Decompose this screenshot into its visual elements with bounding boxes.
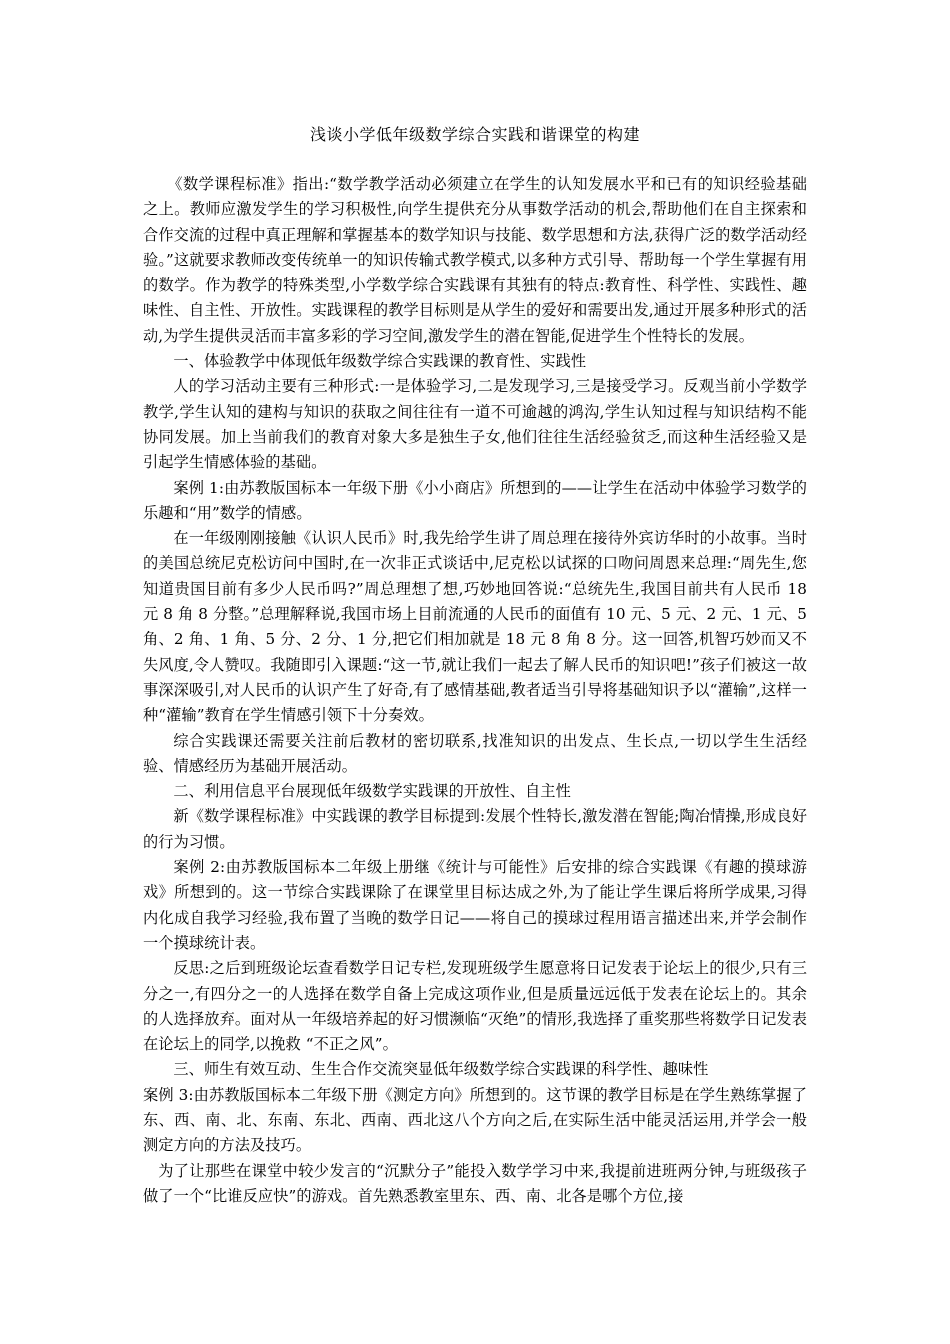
case-3: 案例 3:由苏教版国标本二年级下册《测定方向》所想到的。这节课的教学目标是在学生熟练掌握了东、西、南、北、东南、东北、西南、西北这八个方向之后,在实际生活中能灵活运用,并学会一般测定方向的方法及技巧。 bbox=[143, 1085, 807, 1155]
case-2: 案例 2:由苏教版国标本二年级上册继《统计与可能性》后安排的综合实践课《有趣的摸球游戏》所想到的。这一节综合实践课除了在课堂里目标达成之外,为了能让学生课后将所学成果,习得内化成自我学习经验,我布置了当晚的数学日记——将自己的摸球过程用语言描述出来,并学会制作一个摸球统计表。 bbox=[143, 858, 807, 952]
paragraph-intro: 《数学课程标准》指出:“数学教学活动必须建立在学生的认知发展水平和已有的知识经验基础之上。教师应激发学生的学习积极性,向学生提供充分从事数学活动的机会,帮助他们在自主探索和合作交流的过程中真正理解和掌握基本的数学知识与技能、数学思想和方法,获得广泛的数学活动经验。”这就要求教师改变传统单一的知识传输式教学模式,以多种方式引导、帮助每一个学生掌握有用的数学。作为教学的特殊类型,小学数学综合实践课有其独有的特点:教育性、科学性、实践性、趣味性、自主性、开放性。实践课程的教学目标则是从学生的爱好和需要出发,通过开展多种形式的活动,为学生提供灵活而丰富多彩的学习空间,激发学生的潜在智能,促进学生个性特长的发展。 bbox=[143, 175, 807, 345]
paragraph: 综合实践课还需要关注前后教材的密切联系,找准知识的出发点、生长点,一切以学生生活经验、情感经历为基础开展活动。 bbox=[143, 731, 807, 775]
paragraph: 在一年级刚刚接触《认识人民币》时,我先给学生讲了周总理在接待外宾访华时的小故事。当时的美国总统尼克松访问中国时,在一次非正式谈话中,尼克松以试探的口吻问周恩来总理:“周先生,您知道贵国目前有多少人民币吗?”周总理想了想,巧妙地回答说:“总统先生,我国目前共有人民币 18 元 8 角 8 分整。”总理解释说,我国市场上目前流通的人民币的面值有 10 元、5 元、2 元、1 元、5 角、2 角、1 角、5 分、2 分、1 分,把它们相加就是 18 元 8 角 8 分。这一回答,机智巧妙而又不失风度,令人赞叹。我随即引入课题:“这一节,就让我们一起去了解人民币的知识吧!”孩子们被这一故事深深吸引,对人民币的认识产生了好奇,有了感情基础,教者适当引导将基础知识予以“灌输”,这样一种“灌输”教育在学生情感引领下十分奏效。 bbox=[143, 529, 807, 725]
paragraph: 新《数学课程标准》中实践课的教学目标提到:发展个性特长,激发潜在智能;陶冶情操,形成良好的行为习惯。 bbox=[143, 807, 807, 851]
case-1: 案例 1:由苏教版国标本一年级下册《小小商店》所想到的——让学生在活动中体验学习数学的乐趣和“用”数学的情感。 bbox=[143, 478, 807, 522]
section-heading-2: 二、利用信息平台展现低年级数学实践课的开放性、自主性 bbox=[173, 782, 571, 801]
document-body bbox=[143, 172, 807, 1209]
section-heading-1: 一、体验教学中体现低年级数学综合实践课的教育性、实践性 bbox=[173, 352, 587, 371]
paragraph: 为了让那些在课堂中较少发言的“沉默分子”能投入数学学习中来,我提前进班两分钟,与班级孩子做了一个“比谁反应快”的游戏。首先熟悉教室里东、西、南、北各是哪个方位,接 bbox=[143, 1161, 807, 1205]
document-title: 浅谈小学低年级数学综合实践和谐课堂的构建 bbox=[309, 125, 640, 144]
reflection: 反思:之后到班级论坛查看数学日记专栏,发现班级学生愿意将日记发表于论坛上的很少,只有三分之一,有四分之一的人选择在数学自备上完成这项作业,但是质量远远低于发表在论坛上的。其余的人选择放弃。面对从一年级培养起的好习惯濒临“灭绝”的情形,我选择了重奖那些将数学日记发表在论坛上的同学,以挽救 “不正之风”。 bbox=[143, 959, 807, 1054]
section-heading-3: 三、师生有效互动、生生合作交流突显低年级数学综合实践课的科学性、趣味性 bbox=[173, 1060, 709, 1079]
paragraph: 人的学习活动主要有三种形式:一是体验学习,二是发现学习,三是接受学习。反观当前小学数学教学,学生认知的建构与知识的获取之间往往有一道不可逾越的鸿沟,学生认知过程与知识结构不能协同发展。加上当前我们的教育对象大多是独生子女,他们往往生活经验贫乏,而这种生活经验又是引起学生情感体验的基础。 bbox=[143, 377, 807, 472]
